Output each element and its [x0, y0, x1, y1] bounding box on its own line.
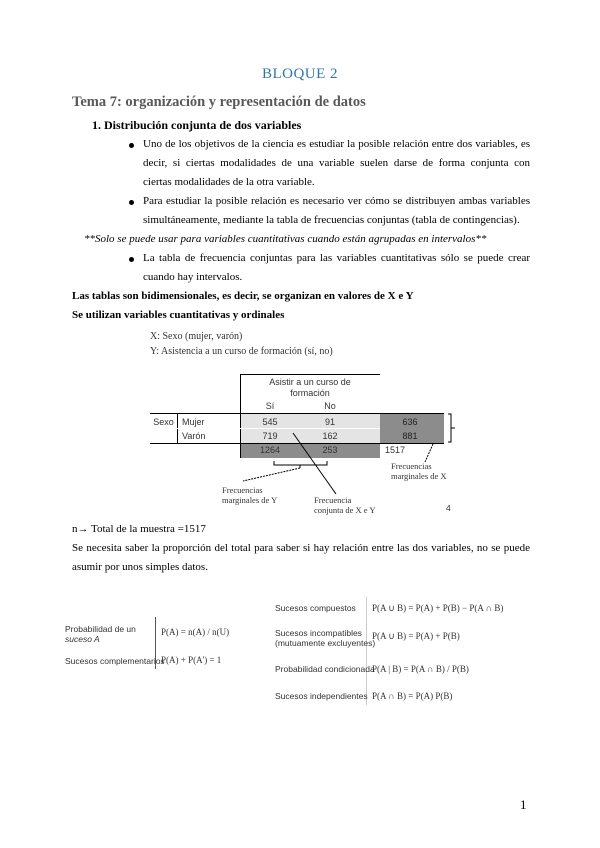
row-variable: Sexo: [153, 417, 174, 427]
formula: P(A ∪ B) = P(A) + P(B) − P(A ∩ B): [372, 603, 504, 613]
table-cell: 1517: [384, 445, 406, 455]
slide-number: 4: [446, 503, 451, 513]
y-definition: Y: Asistencia a un curso de formación (sí, no): [150, 346, 333, 357]
formula-label: Sucesos compuestos: [275, 603, 356, 613]
annotation-marginal-y: Frecuencias marginales de Y: [222, 485, 278, 505]
formula: P(A ∩ B) = P(A) P(B): [372, 691, 453, 701]
paragraph-line: Se necesita saber la proporción del total para saber si hay relación entre las dos variables, no se puede: [72, 542, 530, 554]
formula: P(A ∪ B) = P(A) + P(B): [372, 631, 460, 641]
document-title: BLOQUE 2: [261, 66, 339, 82]
row-label: Varón: [182, 431, 206, 441]
table-cell: 545: [262, 417, 278, 427]
row-label: Mujer: [182, 417, 205, 427]
formula-label: Sucesos independientes: [275, 691, 368, 701]
formula-label: Probabilidad condicionada: [275, 664, 375, 674]
bullet-line: simultáneamente, mediante la tabla de frecuencias conjuntas (tabla de contingencias).: [143, 214, 520, 226]
table-cell: 253: [322, 445, 338, 455]
formula-label: Probabilidad de un suceso A: [65, 624, 136, 644]
topic-heading: Tema 7: organización y representación de datos: [72, 94, 366, 110]
table-cell: 1264: [259, 445, 281, 455]
formula-label: Sucesos incompatibles (mutuamente excluyentes): [275, 628, 376, 648]
sample-total: n→ Total de la muestra =1517: [72, 523, 206, 535]
page-number: 1: [520, 797, 527, 812]
formula: P(A | B) = P(A ∩ B) / P(B): [372, 664, 469, 674]
table-cell: 636: [402, 417, 418, 427]
bullet-line: Para estudiar la posible relación es necesario ver cómo se distribuyen ambas variables: [143, 195, 530, 207]
annotation-marginal-x: Frecuencias marginales de X: [391, 461, 447, 481]
bold-statement: Se utilizan variables cuantitativas y ordinales: [72, 309, 285, 321]
section-heading: 1. Distribución conjunta de dos variables: [92, 118, 302, 132]
formula-label: Sucesos complementarios: [65, 656, 165, 666]
annotation-joint: Frecuencia conjunta de X e Y: [314, 495, 376, 515]
bullet-line: cuando hay intervalos.: [143, 271, 243, 283]
table-cell: 881: [402, 431, 418, 441]
bullet-line: decir, si ciertas modalidades de una variable suelen darse de forma conjunta con: [143, 157, 530, 169]
bullet-line: Uno de los objetivos de la ciencia es estudiar la posible relación entre dos variables, es: [143, 138, 530, 150]
note: **Solo se puede usar para variables cuantitativas cuando están agrupadas en intervalos**: [84, 233, 487, 245]
table-cell: 162: [322, 431, 338, 441]
formula: P(A) = n(A) / n(U): [161, 627, 230, 637]
table-cell: 91: [324, 417, 335, 427]
table-cell: 719: [262, 431, 278, 441]
column-label-si: Sí: [265, 401, 275, 411]
bullet-line: La tabla de frecuencia conjuntas para las variables cuantitativas sólo se puede crear: [143, 252, 530, 264]
bullet-line: ciertas modalidades de la otra variable.: [143, 176, 315, 188]
bold-statement: Las tablas son bidimensionales, es decir, se organizan en valores de X e Y: [72, 290, 414, 302]
formula: P(A) + P(A') = 1: [161, 655, 222, 665]
paragraph-line: asumir por unos simples datos.: [72, 561, 208, 573]
column-header: Asistir a un curso de formación: [269, 377, 351, 398]
column-label-no: No: [324, 401, 336, 411]
x-definition: X: Sexo (mujer, varón): [150, 331, 243, 342]
